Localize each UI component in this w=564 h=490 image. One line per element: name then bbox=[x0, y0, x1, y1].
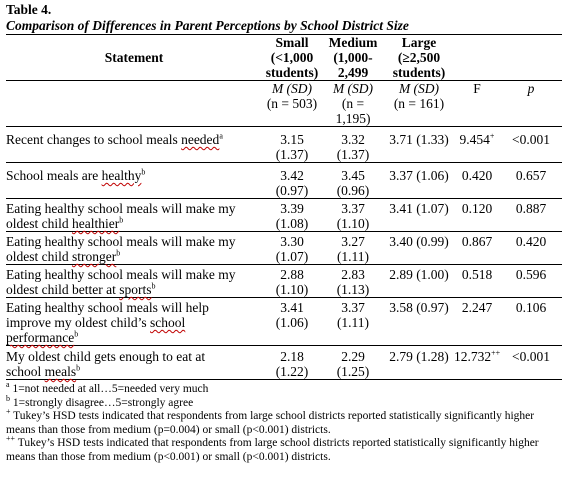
note-double-plus: ++ Tukey’s HSD tests indicated that respondents from large school districts reported statistically significantly higher means than those from medium (p<0.001) or small (p<0.001) districts. bbox=[6, 434, 539, 463]
table-row bbox=[6, 346, 562, 380]
table-row bbox=[6, 298, 562, 346]
subheader-f: F bbox=[454, 81, 500, 127]
statement-cell: My oldest child gets enough to eat at school meals$^b$ bbox=[6, 346, 262, 380]
header-large: Large (≥2,500 students) bbox=[392, 35, 446, 80]
results-table bbox=[6, 35, 562, 380]
f-cell: 0.518 bbox=[454, 265, 500, 298]
f-cell: 0.420 bbox=[454, 163, 500, 199]
medium-cell: 3.37 (1.11) bbox=[322, 298, 384, 346]
large-cell: 3.41 (1.07) bbox=[384, 199, 454, 232]
medium-cell: 2.29 (1.25) bbox=[322, 346, 384, 380]
table-row bbox=[6, 127, 562, 163]
small-cell: 2.18 (1.22) bbox=[262, 346, 322, 380]
header-statement: Statement bbox=[104, 50, 164, 65]
subheader-small: M (SD) (n = 503) bbox=[262, 81, 322, 127]
p-cell: 0.106 bbox=[500, 298, 562, 346]
statement-cell: Eating healthy school meals will make my oldest child better at sports$^b$ bbox=[6, 265, 262, 298]
table-notes bbox=[6, 380, 562, 464]
medium-cell: 3.27 (1.11) bbox=[322, 232, 384, 265]
statement-cell: Eating healthy school meals will make my oldest child stronger$^b$ bbox=[6, 232, 262, 265]
small-cell: 3.39 (1.08) bbox=[262, 199, 322, 232]
note-b: $^b$ 1=strongly disagree…5=strongly agree bbox=[6, 393, 194, 409]
subheader-large: M (SD) (n = 161) bbox=[384, 81, 454, 127]
medium-cell: 2.83 (1.13) bbox=[322, 265, 384, 298]
note-plus: + Tukey’s HSD tests indicated that respondents from large school districts reported statistically significantly higher means than those from medium (p=0.004) or small (p<0.001) districts. bbox=[6, 407, 535, 436]
subheader-p: p bbox=[500, 81, 562, 127]
header-small: Small (<1,000 students) bbox=[265, 35, 319, 80]
table-caption: Comparison of Differences in Parent Perceptions by School District Size bbox=[6, 18, 409, 33]
large-cell: 3.40 (0.99) bbox=[384, 232, 454, 265]
f-cell: 12.732++ bbox=[454, 346, 500, 380]
f-cell: 0.120 bbox=[454, 199, 500, 232]
large-cell: 3.37 (1.06) bbox=[384, 163, 454, 199]
large-cell: 2.79 (1.28) bbox=[384, 346, 454, 380]
large-cell: 3.58 (0.97) bbox=[384, 298, 454, 346]
table-row bbox=[6, 265, 562, 298]
table-page bbox=[6, 0, 562, 464]
note-a: $^a$ 1=not needed at all…5=needed very much bbox=[6, 380, 209, 395]
medium-cell: 3.37 (1.10) bbox=[322, 199, 384, 232]
p-cell: 0.596 bbox=[500, 265, 562, 298]
subheader-medium: M (SD) (n = 1,195) bbox=[322, 81, 384, 127]
statement-cell: Recent changes to school meals needed$^a$ bbox=[6, 127, 262, 163]
f-cell: 2.247 bbox=[454, 298, 500, 346]
f-cell: 9.454+ bbox=[454, 127, 500, 163]
statement-cell: Eating healthy school meals will help improve my oldest child’s school performance$^b$ bbox=[6, 298, 262, 346]
statement-cell: School meals are healthy$^b$ bbox=[6, 163, 262, 199]
f-cell: 0.867 bbox=[454, 232, 500, 265]
small-cell: 3.41 (1.06) bbox=[262, 298, 322, 346]
subheader-row bbox=[6, 81, 562, 127]
small-cell: 2.88 (1.10) bbox=[262, 265, 322, 298]
medium-cell: 3.45 (0.96) bbox=[322, 163, 384, 199]
p-cell: <0.001 bbox=[500, 127, 562, 163]
small-cell: 3.15 (1.37) bbox=[262, 127, 322, 163]
medium-cell: 3.32 (1.37) bbox=[322, 127, 384, 163]
header-row bbox=[6, 35, 562, 81]
p-cell: 0.420 bbox=[500, 232, 562, 265]
large-cell: 2.89 (1.00) bbox=[384, 265, 454, 298]
table-row bbox=[6, 163, 562, 199]
table-number: Table 4. bbox=[6, 2, 52, 17]
statement-cell: Eating healthy school meals will make my oldest child healthier$^b$ bbox=[6, 199, 262, 232]
p-cell: <0.001 bbox=[500, 346, 562, 380]
table-row bbox=[6, 232, 562, 265]
small-cell: 3.42 (0.97) bbox=[262, 163, 322, 199]
p-cell: 0.657 bbox=[500, 163, 562, 199]
table-row bbox=[6, 199, 562, 232]
p-cell: 0.887 bbox=[500, 199, 562, 232]
large-cell: 3.71 (1.33) bbox=[384, 127, 454, 163]
header-medium: Medium (1,000- 2,499 bbox=[328, 35, 378, 80]
small-cell: 3.30 (1.07) bbox=[262, 232, 322, 265]
